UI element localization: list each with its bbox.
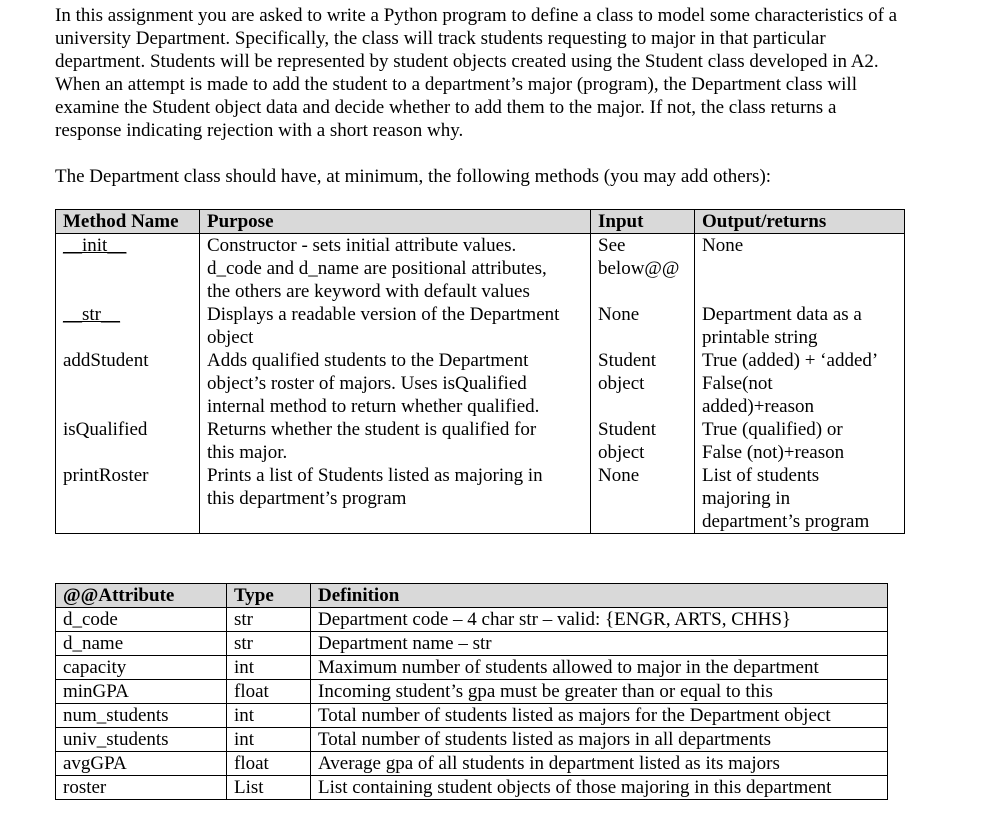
method-input (591, 349, 695, 418)
method-name: printRoster (56, 464, 200, 534)
output-line: added)+reason (702, 396, 814, 417)
output-line: False (not)+reason (702, 442, 845, 463)
attributes-header-row (56, 584, 888, 608)
table-row (56, 349, 905, 418)
method-purpose (200, 234, 591, 304)
output-line: department’s program (702, 511, 870, 532)
intro-line: In this assignment you are asked to write a Python program to define a class to model some characteristics of a (55, 5, 898, 26)
attribute-name: avgGPA (56, 752, 227, 776)
output-line: majoring in (702, 488, 791, 509)
method-input (591, 234, 695, 304)
attribute-type: float (227, 680, 311, 704)
header-attribute: @@Attribute (56, 584, 227, 608)
table-row (56, 656, 888, 680)
purpose-line: this department’s program (207, 488, 407, 509)
header-input: Input (591, 210, 695, 234)
attribute-definition: Total number of students listed as majors in all departments (311, 728, 888, 752)
intro-line: department. Students will be represented by student objects created using the Student class developed in A2. (55, 51, 879, 72)
purpose-line: Returns whether the student is qualified for (207, 419, 537, 440)
output-line: printable string (702, 327, 818, 348)
input-line: Student (598, 419, 657, 440)
attribute-type: int (227, 656, 311, 680)
table-row (56, 728, 888, 752)
method-input (591, 303, 695, 349)
output-line: True (qualified) or (702, 419, 843, 440)
input-line: See (598, 235, 626, 256)
table-row (56, 776, 888, 800)
input-line: object (598, 442, 645, 463)
methods-header-row (56, 210, 905, 234)
method-input (591, 464, 695, 534)
method-input (591, 418, 695, 464)
purpose-line: Displays a readable version of the Department (207, 304, 560, 325)
method-purpose (200, 349, 591, 418)
purpose-line: Prints a list of Students listed as majoring in (207, 465, 543, 486)
input-line: below@@ (598, 258, 680, 279)
method-output (695, 349, 905, 418)
method-output (695, 418, 905, 464)
header-output: Output/returns (695, 210, 905, 234)
method-output (695, 464, 905, 534)
attribute-name: num_students (56, 704, 227, 728)
attribute-name: capacity (56, 656, 227, 680)
method-name-text: __init__ (63, 235, 127, 256)
output-line: True (added) + ‘added’ (702, 350, 879, 371)
header-type: Type (227, 584, 311, 608)
table-row (56, 608, 888, 632)
attribute-definition: Maximum number of students allowed to major in the department (311, 656, 888, 680)
attribute-definition: List containing student objects of those majoring in this department (311, 776, 888, 800)
purpose-line: Adds qualified students to the Department (207, 350, 529, 371)
method-purpose (200, 464, 591, 534)
purpose-line: the others are keyword with default values (207, 281, 530, 302)
attribute-type: float (227, 752, 311, 776)
table-row (56, 464, 905, 534)
header-definition: Definition (311, 584, 888, 608)
attribute-definition: Incoming student’s gpa must be greater than or equal to this (311, 680, 888, 704)
attribute-name: d_code (56, 608, 227, 632)
attribute-type: str (227, 632, 311, 656)
attribute-definition: Department name – str (311, 632, 888, 656)
intro-line: examine the Student object data and decide whether to add them to the major. If not, the class returns a (55, 97, 837, 118)
purpose-line: object’s roster of majors. Uses isQualified (207, 373, 527, 394)
attribute-definition: Department code – 4 char str – valid: {ENGR, ARTS, CHHS} (311, 608, 888, 632)
input-line: None (598, 465, 640, 486)
output-line: False(not (702, 373, 773, 394)
attribute-definition: Total number of students listed as majors for the Department object (311, 704, 888, 728)
table-row (56, 632, 888, 656)
input-line: None (598, 304, 640, 325)
table-row (56, 303, 905, 349)
table-row (56, 704, 888, 728)
attribute-type: str (227, 608, 311, 632)
methods-table (55, 209, 905, 534)
method-output (695, 303, 905, 349)
output-line: None (702, 235, 744, 256)
header-method-name: Method Name (56, 210, 200, 234)
attributes-table (55, 583, 888, 800)
header-purpose: Purpose (200, 210, 591, 234)
table-row (56, 234, 905, 304)
method-purpose (200, 418, 591, 464)
purpose-line: Constructor - sets initial attribute values. (207, 235, 517, 256)
method-name: isQualified (56, 418, 200, 464)
method-name (56, 234, 200, 304)
attribute-name: univ_students (56, 728, 227, 752)
output-line: List of students (702, 465, 820, 486)
input-line: Student (598, 350, 657, 371)
attribute-name: minGPA (56, 680, 227, 704)
method-output (695, 234, 905, 304)
attribute-type: int (227, 728, 311, 752)
table-row (56, 680, 888, 704)
method-purpose (200, 303, 591, 349)
purpose-line: this major. (207, 442, 288, 463)
attribute-type: int (227, 704, 311, 728)
intro-line: When an attempt is made to add the student to a department’s major (program), the Department class will (55, 74, 857, 95)
purpose-line: internal method to return whether qualified. (207, 396, 540, 417)
method-name-text: __str__ (63, 304, 120, 325)
attribute-type: List (227, 776, 311, 800)
output-line: Department data as a (702, 304, 862, 325)
input-line: object (598, 373, 645, 394)
method-name (56, 303, 200, 349)
method-name: addStudent (56, 349, 200, 418)
methods-lead-sentence: The Department class should have, at minimum, the following methods (you may add others): (55, 166, 772, 187)
intro-line: university Department. Specifically, the class will track students requesting to major in that particular (55, 28, 826, 49)
attribute-definition: Average gpa of all students in department listed as its majors (311, 752, 888, 776)
attribute-name: d_name (56, 632, 227, 656)
purpose-line: d_code and d_name are positional attributes, (207, 258, 547, 279)
attribute-name: roster (56, 776, 227, 800)
table-row (56, 752, 888, 776)
intro-line: response indicating rejection with a short reason why. (55, 120, 464, 141)
table-row (56, 418, 905, 464)
intro-paragraph (55, 4, 980, 142)
purpose-line: object (207, 327, 254, 348)
